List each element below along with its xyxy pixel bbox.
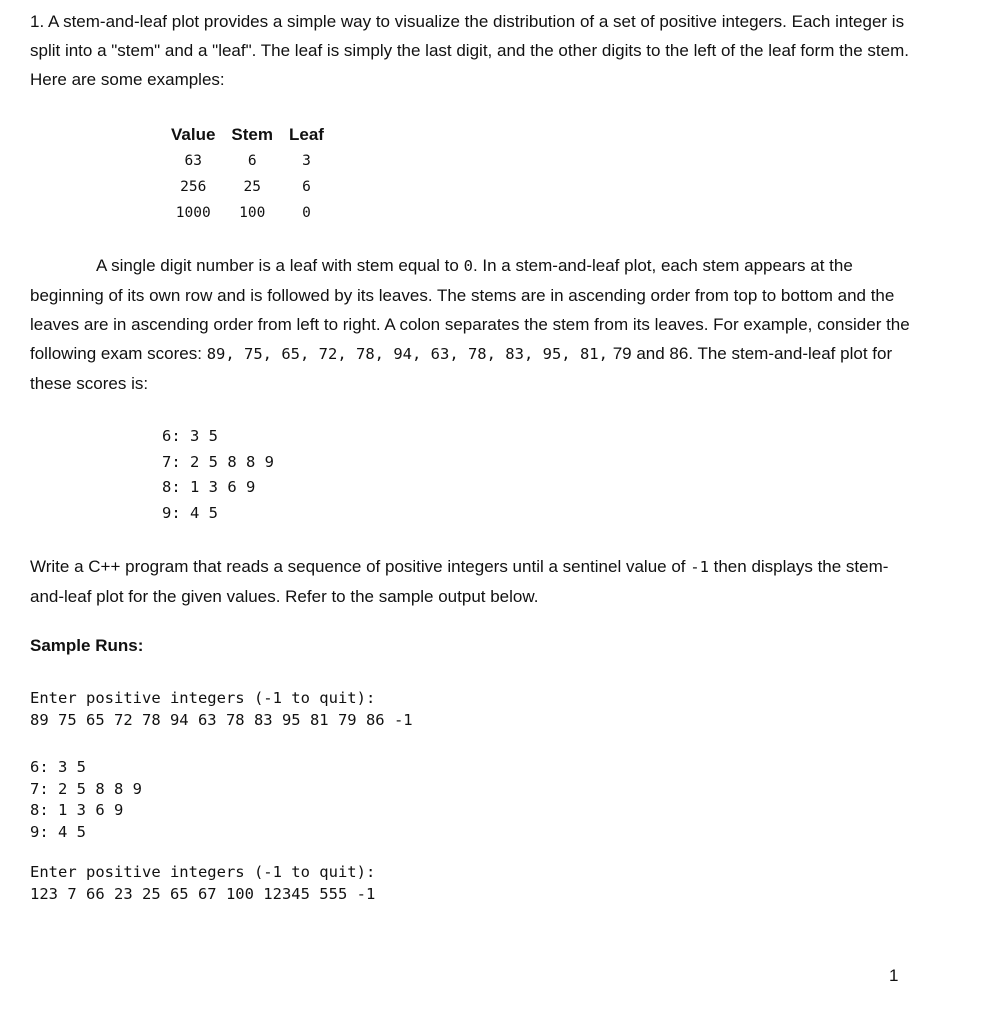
explanation-text-b: . In a stem-and-leaf plot, each stem appears at the beginning of its own row and is followed by its leaves. The stems are in ascending order from top to bottom and the leaves are in ascending order from left to right. A colon separates the stem from its leaves. For example, consider the following exam scores:: [30, 256, 910, 363]
code-zero: 0: [463, 257, 473, 275]
cell-leaf: 0: [302, 205, 311, 221]
cell-leaf: 6: [302, 179, 311, 195]
run2-input: 123 7 66 23 25 65 67 100 12345 555 -1: [30, 884, 376, 903]
plot-row: 9: 4 5: [162, 503, 218, 522]
explanation-text-a: A single digit number is a leaf with stem equal to: [96, 256, 464, 275]
run2-prompt: Enter positive integers (-1 to quit):: [30, 863, 376, 881]
sample-run-1-input: [30, 688, 413, 731]
explanation-paragraph: [30, 251, 910, 398]
output-row: 8: 1 3 6 9: [30, 801, 124, 819]
table-header-row: [163, 122, 332, 148]
intro-paragraph: [30, 7, 910, 94]
output-row: 6: 3 5: [30, 758, 86, 776]
plot-row: 8: 1 3 6 9: [162, 478, 256, 496]
cell-stem: 25: [243, 179, 261, 195]
code-scores: 89, 75, 65, 72, 78, 94, 63, 78, 83, 95, 81,: [206, 345, 608, 363]
output-row: 9: 4 5: [30, 822, 86, 841]
sample-runs-heading: Sample Runs:: [30, 636, 144, 655]
cell-stem: 6: [247, 153, 257, 169]
plot-row: 7: 2 5 8 8 9: [162, 452, 274, 471]
column-header-leaf: Leaf: [289, 125, 324, 144]
table-row: [163, 200, 332, 226]
intro-text: 1. A stem-and-leaf plot provides a simple way to visualize the distribution of a set of positive integers. Each integer is split into a "stem" and a "leaf". The leaf is simply the last digit, and the other digits to the left of the leaf form the stem. Here are some examples:: [30, 12, 909, 89]
task-paragraph: [30, 552, 910, 611]
column-header-value: Value: [171, 125, 216, 144]
cell-value: 256: [180, 179, 207, 195]
page-number: 1: [889, 966, 899, 985]
cell-stem: 100: [239, 205, 266, 221]
cell-leaf: 3: [302, 153, 311, 169]
run1-input: 89 75 65 72 78 94 63 78 83 95 81 79 86 -1: [30, 710, 413, 729]
table-row: [163, 148, 332, 174]
run1-prompt: Enter positive integers (-1 to quit):: [30, 689, 376, 707]
explanation-text-c: 79 and 86. The stem-and-leaf plot for these scores is:: [30, 344, 893, 393]
cell-value: 1000: [175, 205, 211, 221]
task-text-a: Write a C++ program that reads a sequence of positive integers until a sentinel value of: [30, 557, 691, 576]
code-sentinel: -1: [690, 558, 709, 576]
stem-leaf-plot-example: [162, 424, 274, 526]
examples-table: [163, 122, 332, 226]
table-row: [163, 174, 332, 200]
cell-value: 63: [184, 153, 202, 169]
sample-run-2-input: [30, 862, 375, 905]
output-row: 7: 2 5 8 8 9: [30, 779, 142, 798]
sample-run-1-output: [30, 757, 142, 843]
plot-row: 6: 3 5: [162, 427, 218, 445]
column-header-stem: Stem: [231, 125, 273, 144]
task-text-b: then displays the stem-and-leaf plot for the given values. Refer to the sample output below.: [30, 557, 889, 606]
